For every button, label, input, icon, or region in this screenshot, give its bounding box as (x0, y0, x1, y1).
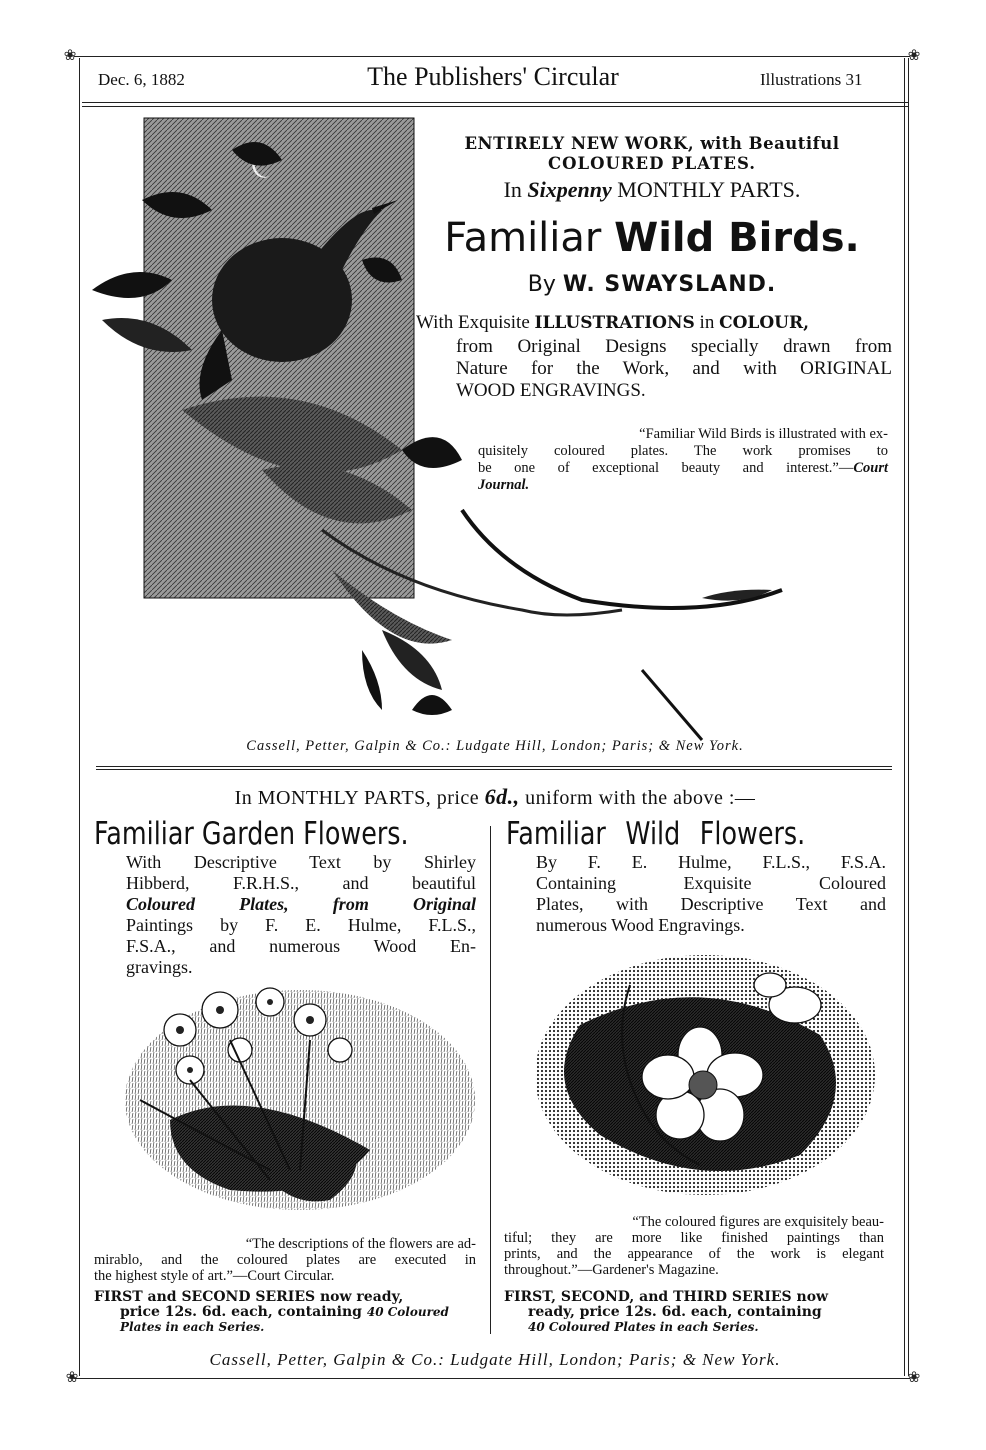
headline-line-2: COLOURED PLATES. (547, 154, 757, 173)
garden-flowers-engraving-image (110, 980, 480, 1230)
publisher-imprint-top: Cassell, Petter, Galpin & Co.: Ludgate Hill, London; Paris; & New York. (246, 738, 744, 754)
quote-line: tiful; they are more like finished paintings than (504, 1230, 884, 1246)
wild-flowers-engraving-image (520, 945, 890, 1205)
series-line: FIRST, SECOND, and THIRD SERIES now (504, 1289, 829, 1305)
desc-1: With Exquisite (416, 312, 530, 333)
quote-line: throughout.”—Gardener's Magazine. (504, 1262, 719, 1278)
title-familiar-wild-birds (408, 214, 896, 262)
desc-illustrations: ILLUSTRATIONS (534, 313, 695, 333)
description-line: Hibberd, F.R.H.S., and beautiful (126, 873, 476, 893)
quote-line: prints, and the appearance of the work is elegant (504, 1246, 884, 1262)
series-italic: 40 Coloured (366, 1305, 449, 1319)
description-line: gravings. (126, 957, 193, 977)
description-line: With Descriptive Text by Shirley (126, 852, 476, 872)
intro-price: 6d., (484, 784, 520, 809)
description-line: numerous Wood Engravings. (536, 915, 745, 935)
description-line: Plates, with Descriptive Text and (536, 894, 886, 914)
series-line (94, 1305, 484, 1320)
monthly-parts-intro (82, 784, 908, 810)
description-line-2: from Original Designs specially drawn from (456, 336, 892, 357)
parts-prefix: In (503, 177, 522, 202)
wild-flowers-description (536, 852, 886, 936)
header-rule (82, 102, 908, 103)
title-part2: Wild Birds. (614, 215, 860, 261)
description-line-3: Nature for the Work, and with ORIGINAL (456, 358, 892, 379)
series-line: FIRST and SECOND SERIES now ready, (94, 1289, 404, 1305)
right-border (904, 58, 905, 1376)
quote-line (478, 460, 888, 477)
headline-line-1: ENTIRELY NEW WORK, with Beautiful (464, 134, 840, 153)
masthead-title: The Publishers' Circular (367, 62, 619, 91)
garden-flowers-review (94, 1236, 476, 1284)
description-line-1 (416, 312, 892, 334)
description-line: Containing Exquisite Coloured (536, 873, 886, 893)
corner-ornament-icon: ❀ (63, 48, 77, 64)
issue-date: Dec. 6, 1882 (98, 70, 185, 89)
series-line: 40 Coloured Plates in each Series. (528, 1320, 759, 1334)
quote-line: “The descriptions of the flowers are ad- (245, 1236, 476, 1252)
corner-ornament-icon: ❀ (907, 1370, 921, 1386)
section-rule-2 (96, 769, 892, 770)
author-name: W. SWAYSLAND. (562, 272, 777, 297)
review-quote (478, 426, 888, 494)
garden-flowers-description (126, 852, 476, 978)
section-rule (96, 766, 892, 767)
bottom-border (74, 1378, 910, 1379)
title-part1: Familiar (444, 215, 602, 261)
desc-colour: COLOUR, (719, 313, 810, 333)
description-line: By F. E. Hulme, F.L.S., F.S.A. (536, 852, 886, 872)
publisher-imprint-bottom: Cassell, Petter, Galpin & Co.: Ludgate Hill, London; Paris; & New York. (209, 1350, 781, 1369)
wild-flowers-series (504, 1290, 888, 1335)
quote-line: mirablo, and the coloured plates are executed in (94, 1252, 476, 1268)
description-line: Coloured Plates, from Original (126, 894, 476, 914)
quote-source: Journal. (478, 477, 530, 493)
page-label: Illustrations 31 (760, 70, 863, 89)
parts-price: Sixpenny (527, 177, 612, 202)
quote-line: “Familiar Wild Birds is illustrated with ex- (639, 426, 888, 442)
author-prefix: By (527, 272, 556, 297)
column-divider (490, 826, 491, 1334)
series-line: ready, price 12s. 6d. each, containing (528, 1304, 822, 1320)
quote-line-3: be one of exceptional beauty and interest.”— (478, 460, 854, 476)
left-border (79, 58, 80, 1376)
parts-line (410, 177, 894, 203)
header-rule-2 (82, 106, 908, 107)
quote-line: quisitely coloured plates. The work promises to (478, 443, 888, 459)
intro-prefix: In MONTHLY PARTS, price (234, 787, 480, 809)
garden-flowers-series (94, 1290, 484, 1335)
description-line: Paintings by F. E. Hulme, F.L.S., (126, 915, 476, 935)
wild-flowers-review (504, 1214, 884, 1278)
title-familiar-wild-flowers: Familiar Wild Flowers. (506, 816, 806, 852)
quote-line: “The coloured figures are exquisitely beau- (632, 1214, 884, 1230)
corner-ornament-icon: ❀ (65, 1370, 79, 1386)
title-familiar-garden-flowers: Familiar Garden Flowers. (94, 816, 409, 852)
quote-line: the highest style of art.”—Court Circular. (94, 1268, 335, 1284)
right-border-2 (908, 58, 909, 1376)
parts-suffix: MONTHLY PARTS. (617, 177, 801, 202)
corner-ornament-icon: ❀ (907, 48, 921, 64)
author-line (410, 272, 894, 297)
top-border (74, 56, 910, 57)
description-line: F.S.A., and numerous Wood En- (126, 936, 476, 956)
series-line: Plates in each Series. (120, 1320, 265, 1334)
description-line-4: WOOD ENGRAVINGS. (456, 380, 646, 401)
quote-line (478, 477, 888, 494)
series-line-2: price 12s. 6d. each, containing (120, 1304, 362, 1320)
quote-source: Court (853, 460, 888, 476)
desc-in: in (699, 312, 715, 333)
intro-suffix: uniform with the above :— (525, 787, 756, 809)
